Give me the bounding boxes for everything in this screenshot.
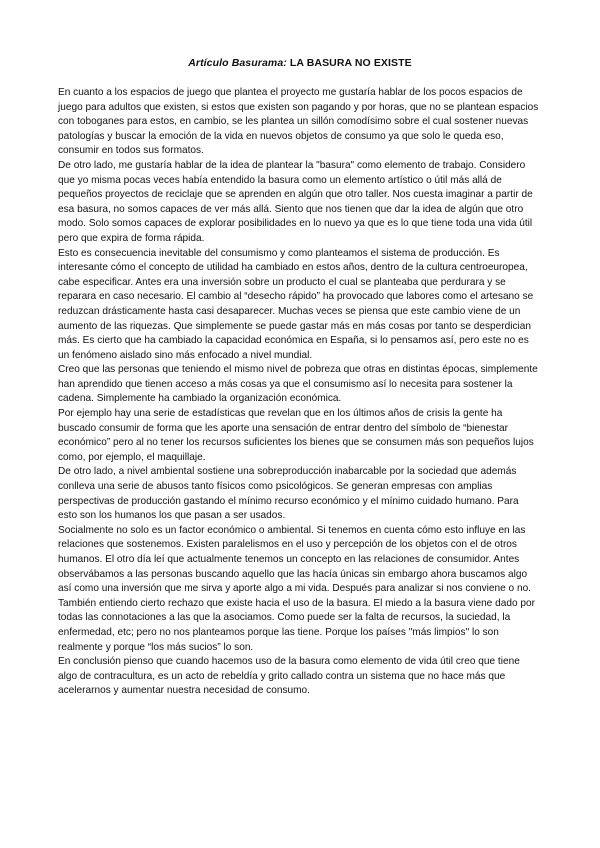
paragraph: De otro lado, a nivel ambiental sostiene una sobreproducción inabarcable por la sociedad que además conlleva una serie de abusos tanto físicos como psicológicos. Se generan empresas con amplias perspectivas de producción gastando el mínimo recurso económico y el mínimo cuidado humano. Para esto son los humanos los que pasan a ser usados.	[58, 466, 519, 522]
paragraph: De otro lado, me gustaría hablar de la idea de plantear la "basura" como elemento de trabajo. Considero que yo misma pocas veces había entendido la basura como un elemento artístico o útil más allá de pequeños proyectos de reciclaje que se aprenden en algún que otro taller. Nos cuesta imaginar a partir de esa basura, no somos capaces de ver más allá. Siento que nos tienen que dar la idea de algún que otro modo. Solo somos capaces de explorar posibilidades en lo nuevo ya que es lo que tiene toda una vida útil pero que expira de forma rápida.	[58, 159, 533, 244]
paragraph: Por ejemplo hay una serie de estadísticas que revelan que en los últimos años de crisis la gente ha buscado consumir de forma que les aporte una sensación de entrar dentro del símbolo de “bienestar económico” pero al no tener los recursos suficientes los bienes que se consumen más son pequeños lujos como, por ejemplo, el maquillaje.	[58, 408, 534, 463]
paragraph: Esto es consecuencia inevitable del consumismo y como planteamos el sistema de producción. Es interesante cómo el concepto de utilidad ha cambiado en estos años, dentro de la cultura centroeuropea, cabe especificar. Antes era una inversión sobre un producto el cual se planteaba que perdurara y se reparara en caso necesario. El cambio al “desecho rápido” ha provocado que labores como el artesano se reduzcan drásticamente hasta casi desaparecer. Muchas veces se piensa que este cambio viene de un aumento de las riquezas. Que simplemente se puede gastar más en más cosas por tanto se desperdician más. Es cierto que ha cambiado la capacidad económica en España, si lo pensamos así, pero este no es un fenómeno aislado sino más enfocado a nivel mundial.	[58, 247, 534, 361]
paragraph: Socialmente no solo es un factor económico o ambiental. Si tenemos en cuenta cómo esto influye en las relaciones que sostenemos. Existen paralelismos en el uso y percepción de los objetos con el de otros humanos. El otro día leí que actualmente tenemos un concepto en las relaciones de consumidor. Antes observábamos a las personas buscando aquello que las hacía únicas sin embargo ahora buscamos algo así como una inversión que me sirva y aporte algo a mi vida. Después para analizar si nos conviene o no.	[58, 524, 531, 595]
paragraph: En conclusión pienso que cuando hacemos uso de la basura como elemento de vida útil creo que tiene algo de contracultura, es un acto de rebeldía y grito callado contra un sistema que no hace más que acelerarnos y aumentar nuestra necesidad de consumo.	[58, 656, 520, 697]
article-body	[58, 86, 540, 699]
title-prefix: Artículo Basurama:	[188, 57, 290, 69]
title-main: LA BASURA NO EXISTE	[289, 57, 412, 69]
paragraph: También entiendo cierto rechazo que existe hacia el uso de la basura. El miedo a la basura viene dado por todas las connotaciones a las que la asociamos. Como puede ser la falta de recursos, la suciedad, la enfermedad, etc; pero no nos planteamos porque las tiene. Porque los países "más limpios" lo son realmente y porque “los más sucios” lo son.	[58, 597, 535, 653]
paragraph: Creo que las personas que teniendo el mismo nivel de pobreza que otras en distintas épocas, simplemente han aprendido que tienen acceso a más cosas ya que el consumismo así lo necesita para sostener la cadena. Simplemente ha cambiado la organización económica.	[58, 364, 538, 405]
page-title	[0, 57, 600, 69]
paragraph: En cuanto a los espacios de juego que plantea el proyecto me gustaría hablar de los pocos espacios de juego para adultos que existen, si estos que existen son pagando y por horas, que no se plantean espacios con toboganes para estos, en cambio, se les plantea un sillón comodísimo sobre el cual sostener nuevas patologías y buscar la emoción de la vida en nuevos objetos de consumo ya que solo le queda eso, consumir en todos sus formatos.	[58, 87, 539, 157]
